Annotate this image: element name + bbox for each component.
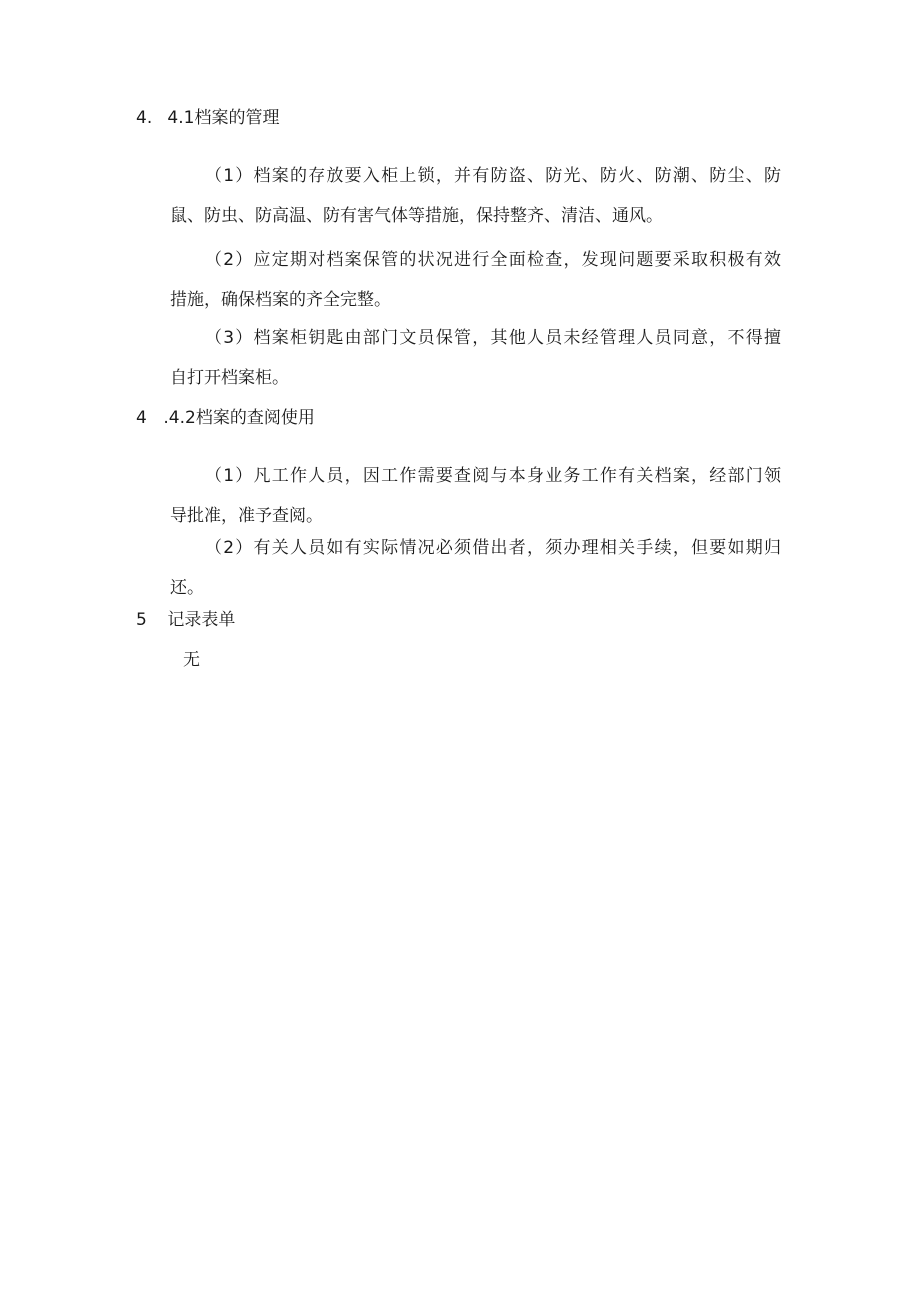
paragraph-4 xyxy=(170,456,781,536)
section-heading-4-4-2 xyxy=(136,408,315,428)
section-title: .4.2档案的查阅使用 xyxy=(163,408,315,428)
section-number: 4 xyxy=(136,408,147,428)
paragraph-3 xyxy=(170,318,781,398)
paragraph-1 xyxy=(170,156,781,236)
paragraph-line: （2）有关人员如有实际情况必须借出者，须办理相关手续，但要如期归 xyxy=(205,538,781,558)
section-heading-5 xyxy=(136,610,235,630)
section-heading-4-4-1 xyxy=(136,108,279,128)
paragraph-line: 措施，确保档案的齐全完整。 xyxy=(170,290,391,310)
section-number: 4. xyxy=(136,108,153,128)
section-title: 记录表单 xyxy=(167,610,236,630)
paragraph-line: 自打开档案柜。 xyxy=(170,368,289,388)
paragraph-line: （1）档案的存放要入柜上锁，并有防盗、防光、防火、防潮、防尘、防 xyxy=(205,166,781,186)
section-5-body: 无 xyxy=(183,650,200,670)
paragraph-line: （1）凡工作人员，因工作需要查阅与本身业务工作有关档案，经部门领 xyxy=(205,466,781,486)
paragraph-2 xyxy=(170,240,781,320)
paragraph-line: 导批准，准予查阅。 xyxy=(170,506,323,526)
paragraph-line: 还。 xyxy=(170,578,204,598)
paragraph-line: （3）档案柜钥匙由部门文员保管，其他人员未经管理人员同意，不得擅 xyxy=(205,328,781,348)
paragraph-line: （2）应定期对档案保管的状况进行全面检查，发现问题要采取积极有效 xyxy=(205,250,781,270)
section-title: 4.1档案的管理 xyxy=(167,108,280,128)
paragraph-line: 鼠、防虫、防高温、防有害气体等措施，保持整齐、清洁、通风。 xyxy=(170,206,663,226)
paragraph-5 xyxy=(170,528,781,608)
section-number: 5 xyxy=(136,610,147,630)
